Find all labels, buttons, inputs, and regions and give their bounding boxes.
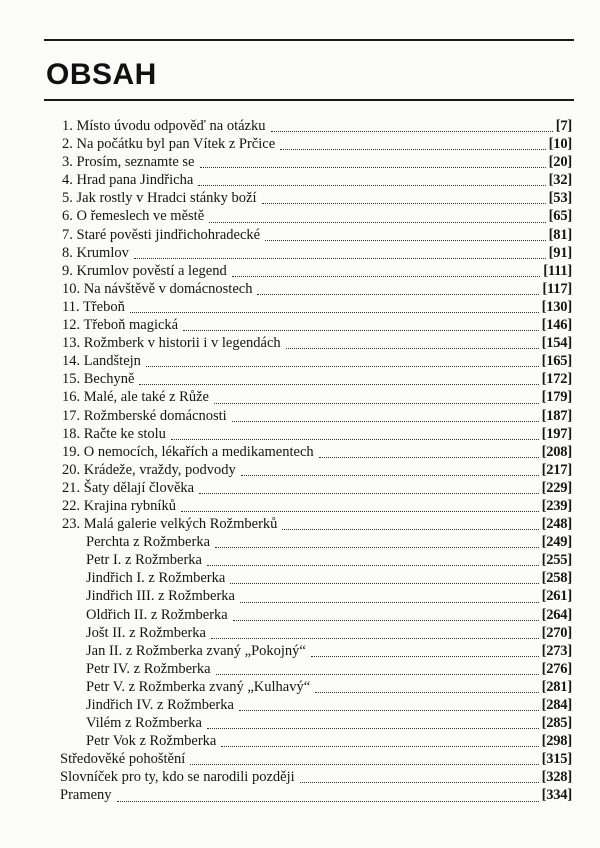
title-rule bbox=[44, 99, 574, 101]
toc-entry-title: 12. Třeboň magická bbox=[62, 317, 179, 334]
toc-entry-page: [130] bbox=[541, 298, 572, 315]
toc-entry-page: [32] bbox=[548, 172, 572, 189]
toc-entry bbox=[62, 207, 572, 225]
dot-leader bbox=[240, 602, 539, 603]
dot-leader bbox=[130, 312, 539, 313]
dot-leader bbox=[207, 565, 539, 566]
dot-leader bbox=[232, 421, 539, 422]
toc-entry-page: [239] bbox=[541, 497, 572, 514]
toc-subentry bbox=[62, 642, 572, 660]
toc-entry-title: 1. Místo úvodu odpověď na otázku bbox=[62, 118, 266, 134]
toc-entry bbox=[62, 407, 572, 425]
toc-entry-page: [146] bbox=[541, 317, 572, 334]
toc-entry-title: 11. Třeboň bbox=[62, 298, 125, 315]
toc-entry-page: [7] bbox=[555, 118, 572, 134]
toc-entry-page: [284] bbox=[541, 697, 572, 713]
toc-entry bbox=[62, 461, 572, 479]
toc-entry-page: [229] bbox=[541, 479, 572, 496]
toc-entry-title: Petr IV. z Rožmberka bbox=[86, 660, 211, 677]
dot-leader bbox=[241, 475, 539, 476]
toc-entry-page: [172] bbox=[541, 371, 572, 388]
toc-entry bbox=[62, 497, 572, 515]
dot-leader bbox=[211, 638, 539, 639]
toc-entry bbox=[62, 425, 572, 443]
toc-entry-page: [20] bbox=[548, 154, 572, 171]
toc-entry-title: Jan II. z Rožmberka zvaný „Pokojný“ bbox=[86, 642, 306, 659]
dot-leader bbox=[215, 547, 539, 548]
toc-entry bbox=[62, 515, 572, 533]
toc-entry bbox=[60, 750, 572, 768]
dot-leader bbox=[233, 620, 539, 621]
toc-entry-page: [273] bbox=[541, 642, 572, 659]
toc-entry-page: [285] bbox=[541, 715, 572, 732]
toc-entry bbox=[62, 388, 572, 406]
toc-entry bbox=[62, 171, 572, 189]
toc-entry-title: 9. Krumlov pověstí a legend bbox=[62, 262, 227, 279]
toc-entry-page: [154] bbox=[541, 335, 572, 352]
toc-entry-page: [65] bbox=[548, 208, 572, 225]
dot-leader bbox=[207, 728, 539, 729]
toc-entry bbox=[60, 786, 572, 804]
toc-entry-title: 18. Račte ke stolu bbox=[62, 425, 166, 442]
dot-leader bbox=[146, 366, 539, 367]
toc-entry-title: Petr I. z Rožmberka bbox=[86, 552, 202, 569]
toc-entry-title: 3. Prosím, seznamte se bbox=[62, 154, 195, 171]
toc-entry-page: [264] bbox=[541, 606, 572, 623]
toc-entry-page: [111] bbox=[543, 262, 572, 279]
toc-entry bbox=[62, 262, 572, 280]
dot-leader bbox=[209, 222, 546, 223]
toc-entry-page: [298] bbox=[541, 733, 572, 750]
toc-entry-title: 7. Staré pověsti jindřichohradecké bbox=[62, 226, 261, 243]
toc-subentry bbox=[62, 551, 572, 569]
toc-entry-title: 20. Krádeže, vraždy, podvody bbox=[62, 461, 236, 478]
toc-entry-page: [281] bbox=[541, 678, 572, 695]
dot-leader bbox=[280, 149, 546, 150]
dot-leader bbox=[265, 240, 546, 241]
toc-entry-page: [10] bbox=[548, 136, 572, 153]
toc-entry-page: [261] bbox=[541, 588, 572, 605]
toc-entry-title: 17. Rožmberské domácnosti bbox=[62, 407, 227, 424]
toc-subentry bbox=[62, 678, 572, 696]
toc-subentry bbox=[62, 587, 572, 605]
dot-leader bbox=[214, 403, 539, 404]
toc-entry-page: [91] bbox=[548, 244, 572, 261]
toc-entry bbox=[62, 226, 572, 244]
toc-entry-title: 19. O nemocích, lékařích a medikamentech bbox=[62, 443, 314, 460]
toc-entry bbox=[62, 298, 572, 316]
toc-entry-page: [270] bbox=[541, 624, 572, 641]
toc-subentry bbox=[62, 732, 572, 750]
toc-entry-title: Jindřich I. z Rožmberka bbox=[86, 570, 226, 587]
dot-leader bbox=[117, 801, 539, 802]
toc-entry-title: Petr Vok z Rožmberka bbox=[86, 733, 217, 750]
dot-leader bbox=[216, 674, 539, 675]
toc-entry-page: [197] bbox=[541, 425, 572, 442]
dot-leader bbox=[230, 583, 538, 584]
toc-entry-title: Oldřich II. z Rožmberka bbox=[86, 606, 228, 623]
toc-entry bbox=[62, 153, 572, 171]
dot-leader bbox=[311, 656, 539, 657]
dot-leader bbox=[282, 529, 538, 530]
toc-entry-page: [217] bbox=[541, 461, 572, 478]
toc-entry-page: [328] bbox=[541, 769, 572, 786]
toc-entry bbox=[62, 334, 572, 352]
toc-subentry bbox=[62, 569, 572, 587]
toc-entry-title: 2. Na počátku byl pan Vítek z Prčice bbox=[62, 136, 276, 153]
toc-subentry bbox=[62, 606, 572, 624]
toc-entry-title: Prameny bbox=[60, 787, 112, 804]
toc-entry-title: 10. Na návštěvě v domácnostech bbox=[62, 280, 253, 297]
dot-leader bbox=[232, 276, 540, 277]
toc-entry-page: [276] bbox=[541, 660, 572, 677]
dot-leader bbox=[221, 746, 538, 747]
toc-entry-title: 23. Malá galerie velkých Rožmberků bbox=[62, 516, 278, 533]
toc-entry-title: 13. Rožmberk v historii i v legendách bbox=[62, 335, 281, 352]
toc-entry-title: 14. Landštejn bbox=[62, 353, 141, 370]
toc-entry-title: Středověké pohoštění bbox=[60, 751, 186, 768]
dot-leader bbox=[239, 710, 539, 711]
toc-entry-page: [81] bbox=[548, 226, 572, 243]
toc-entry-page: [258] bbox=[541, 570, 572, 587]
toc-entry-page: [334] bbox=[541, 787, 572, 804]
toc-entry bbox=[62, 479, 572, 497]
toc-entry bbox=[62, 117, 572, 135]
toc-entry-page: [187] bbox=[541, 407, 572, 424]
toc-entry bbox=[62, 244, 572, 262]
toc-entry-page: [179] bbox=[541, 389, 572, 406]
toc-entry-title: 4. Hrad pana Jindřicha bbox=[62, 172, 194, 189]
dot-leader bbox=[315, 692, 538, 693]
toc-entry-page: [53] bbox=[548, 190, 572, 207]
dot-leader bbox=[199, 493, 539, 494]
dot-leader bbox=[198, 185, 545, 186]
toc-entry-page: [315] bbox=[541, 751, 572, 768]
toc-entry bbox=[62, 443, 572, 461]
toc-subentry bbox=[62, 624, 572, 642]
toc-entry bbox=[62, 370, 572, 388]
dot-leader bbox=[171, 439, 539, 440]
toc-entry-title: Perchta z Rožmberka bbox=[86, 534, 211, 551]
toc-entry bbox=[62, 352, 572, 370]
dot-leader bbox=[262, 203, 546, 204]
toc-entry-page: [255] bbox=[541, 552, 572, 569]
toc-entry-title: 5. Jak rostly v Hradci stánky boží bbox=[62, 190, 257, 207]
toc-subentry bbox=[62, 660, 572, 678]
toc-subentry bbox=[62, 533, 572, 551]
dot-leader bbox=[200, 167, 546, 168]
toc-entry bbox=[60, 768, 572, 786]
toc-entry-page: [249] bbox=[541, 534, 572, 551]
toc-entry bbox=[62, 280, 572, 298]
dot-leader bbox=[134, 258, 546, 259]
toc-entry-title: Vilém z Rožmberka bbox=[86, 715, 202, 732]
dot-leader bbox=[300, 782, 539, 783]
dot-leader bbox=[286, 348, 539, 349]
toc-entry-title: 15. Bechyně bbox=[62, 371, 135, 388]
dot-leader bbox=[181, 511, 539, 512]
toc-entry-title: Jindřich III. z Rožmberka bbox=[86, 588, 235, 605]
dot-leader bbox=[319, 457, 539, 458]
dot-leader bbox=[183, 330, 538, 331]
toc-entry-page: [248] bbox=[541, 516, 572, 533]
page-title: OBSAH bbox=[46, 58, 157, 91]
toc-entry-title: Jindřich IV. z Rožmberka bbox=[86, 697, 234, 713]
toc-entry-title: 22. Krajina rybníků bbox=[62, 497, 176, 514]
toc-entry-title: 21. Šaty dělají člověka bbox=[62, 479, 195, 496]
toc-entry-page: [165] bbox=[541, 353, 572, 370]
dot-leader bbox=[257, 294, 539, 295]
toc-entry bbox=[62, 316, 572, 334]
toc-entry-page: [208] bbox=[541, 443, 572, 460]
toc-entry-title: 6. O řemeslech ve městě bbox=[62, 208, 205, 225]
dot-leader bbox=[139, 384, 538, 385]
toc-entry-title: Jošt II. z Rožmberka bbox=[86, 624, 206, 641]
toc-subentry bbox=[62, 714, 572, 732]
toc-entry-page: [117] bbox=[542, 280, 572, 297]
toc-entry bbox=[62, 189, 572, 207]
dot-leader bbox=[271, 131, 553, 132]
toc-entry-title: 8. Krumlov bbox=[62, 244, 129, 261]
toc-entry-title: 16. Malé, ale také z Růže bbox=[62, 389, 209, 406]
toc-entry bbox=[62, 135, 572, 153]
toc-subentry bbox=[62, 696, 572, 714]
toc-entry-title: Slovníček pro ty, kdo se narodili později bbox=[60, 769, 295, 786]
table-of-contents bbox=[62, 117, 572, 805]
toc-entry-title: Petr V. z Rožmberka zvaný „Kulhavý“ bbox=[86, 678, 311, 695]
top-rule bbox=[44, 39, 574, 41]
dot-leader bbox=[190, 764, 538, 765]
